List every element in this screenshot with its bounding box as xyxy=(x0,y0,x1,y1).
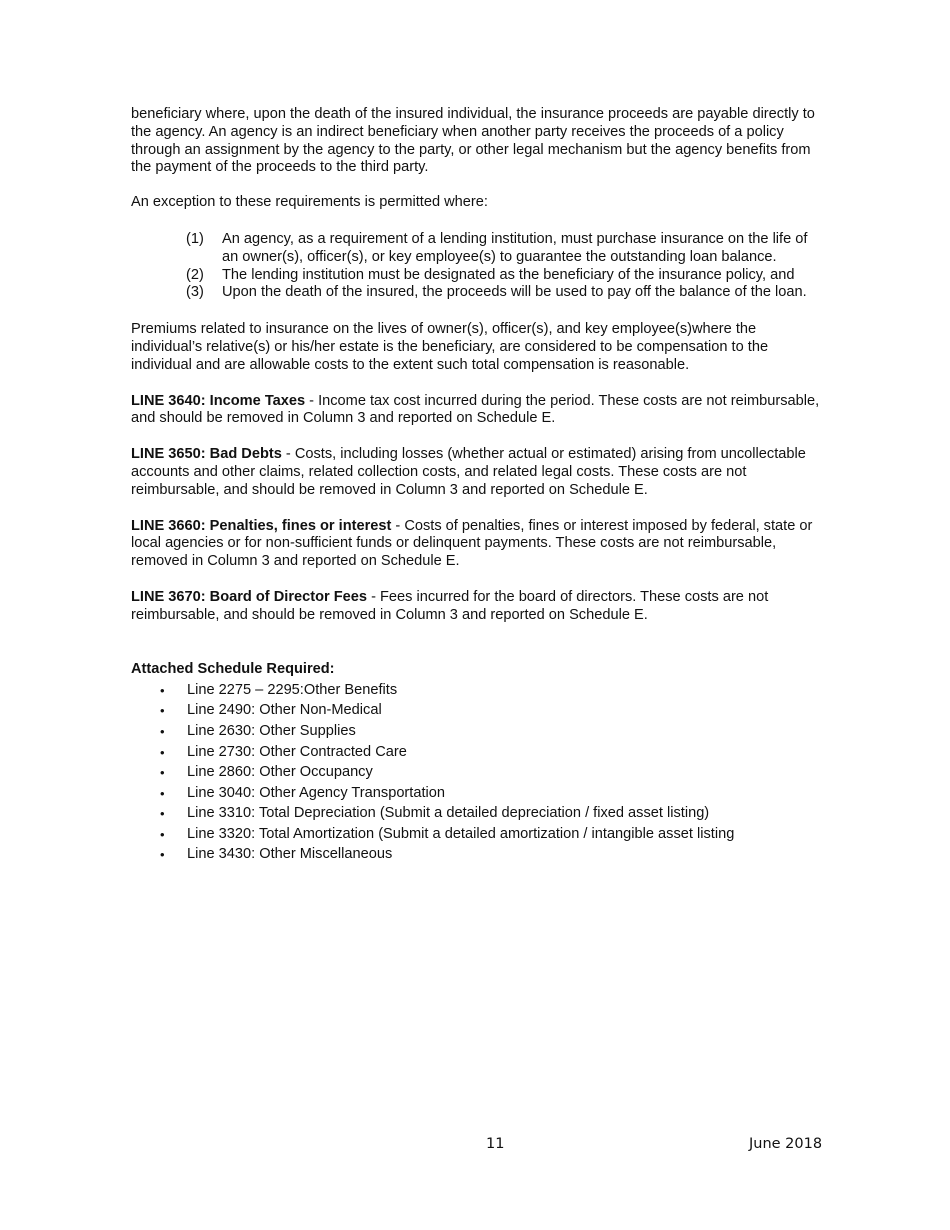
premiums-paragraph: Premiums related to insurance on the lives of owner(s), officer(s), and key employee(s)where the individual’s relative(s) or his/her estate is the beneficiary, are considered to be compensation to the individual and are allowable costs to the extent such total compensation is reasonable. xyxy=(131,321,769,373)
line-3640-paragraph xyxy=(131,393,821,429)
schedule-title: Attached Schedule Required: xyxy=(131,660,335,677)
line-heading: LINE 3660: Penalties, fines or interest xyxy=(131,517,392,534)
bullet-icon: • xyxy=(160,682,165,698)
line-body: - Costs of penalties, fines or interest imposed by federal, state or local agencies or for non-sufficient funds or delinquent payments. These costs are not reimbursable, removed in Column 3 and reported on Schedule E. xyxy=(131,517,813,570)
bullet-icon: • xyxy=(160,723,165,739)
list-item-text: Line 2630: Other Supplies xyxy=(187,722,356,739)
list-item xyxy=(131,845,821,866)
exception-lead: An exception to these requirements is permitted where: xyxy=(131,194,488,211)
list-item xyxy=(131,824,821,845)
condition-number: (3) xyxy=(186,284,204,301)
condition-item xyxy=(186,284,821,302)
list-item xyxy=(131,722,821,743)
list-item-text: Line 3320: Total Amortization (Submit a detailed amortization / intangible asset listing xyxy=(187,825,735,842)
condition-number: (2) xyxy=(186,266,204,283)
bullet-icon: • xyxy=(160,744,165,760)
line-body: - Income tax cost incurred during the period. These costs are not reimbursable, and should be removed in Column 3 and reported on Schedule E. xyxy=(131,392,820,427)
bullet-icon: • xyxy=(160,785,165,801)
line-3670-paragraph xyxy=(131,589,821,625)
list-item xyxy=(131,763,821,784)
list-item-text: Line 2860: Other Occupancy xyxy=(187,764,373,781)
condition-text: An agency, as a requirement of a lending institution, must purchase insurance on the life of an owner(s), officer(s), or key employee(s) to guarantee the outstanding loan balance. xyxy=(222,230,808,265)
bullet-icon: • xyxy=(160,703,165,719)
footer-date: June 2018 xyxy=(749,1136,823,1152)
list-item-text: Line 2490: Other Non-Medical xyxy=(187,702,382,719)
line-3650-paragraph xyxy=(131,446,821,499)
list-item xyxy=(131,742,821,763)
bullet-icon: • xyxy=(160,765,165,781)
document-page xyxy=(131,106,821,866)
condition-number: (1) xyxy=(186,230,204,247)
list-item-text: Line 3040: Other Agency Transportation xyxy=(187,784,445,801)
line-heading: LINE 3640: Income Taxes xyxy=(131,392,306,409)
condition-item xyxy=(186,231,821,267)
line-3660-paragraph xyxy=(131,518,821,571)
list-item xyxy=(131,783,821,804)
list-item xyxy=(131,701,821,722)
line-heading: LINE 3670: Board of Director Fees xyxy=(131,588,368,605)
list-item xyxy=(131,680,821,701)
list-item-text: Line 2275 – 2295:Other Benefits xyxy=(187,681,398,698)
list-item xyxy=(131,804,821,825)
bullet-icon: • xyxy=(160,847,165,863)
condition-text: Upon the death of the insured, the proceeds will be used to pay off the balance of the loan. xyxy=(222,284,807,301)
attached-schedule-section xyxy=(131,661,821,866)
intro-paragraph: beneficiary where, upon the death of the insured individual, the insurance proceeds are payable directly to the agency. An agency is an indirect beneficiary when another party receives the proceeds of a policy through an assignment by the agency to the party, or other legal mechanism but the agency benefits from the payment of the proceeds to the third party. xyxy=(131,106,815,176)
list-item-text: Line 3430: Other Miscellaneous xyxy=(187,846,393,863)
list-item-text: Line 3310: Total Depreciation (Submit a detailed depreciation / fixed asset listing) xyxy=(187,805,710,822)
conditions-list xyxy=(186,231,821,302)
bullet-icon: • xyxy=(160,826,165,842)
list-item-text: Line 2730: Other Contracted Care xyxy=(187,743,407,760)
line-body: - Costs, including losses (whether actual or estimated) arising from uncollectable accounts and other claims, related collection costs, and related legal costs. These costs are not reimbursable, and should be removed in Column 3 and reported on Schedule E. xyxy=(131,446,806,498)
line-body: - Fees incurred for the board of directors. These costs are not reimbursable, and should be removed in Column 3 and reported on Schedule E. xyxy=(131,588,769,623)
condition-item xyxy=(186,267,821,285)
bullet-icon: • xyxy=(160,806,165,822)
condition-text: The lending institution must be designated as the beneficiary of the insurance policy, and xyxy=(222,266,795,283)
line-heading: LINE 3650: Bad Debts xyxy=(131,446,282,463)
schedule-list xyxy=(131,680,821,865)
page-number: 11 xyxy=(486,1136,505,1152)
